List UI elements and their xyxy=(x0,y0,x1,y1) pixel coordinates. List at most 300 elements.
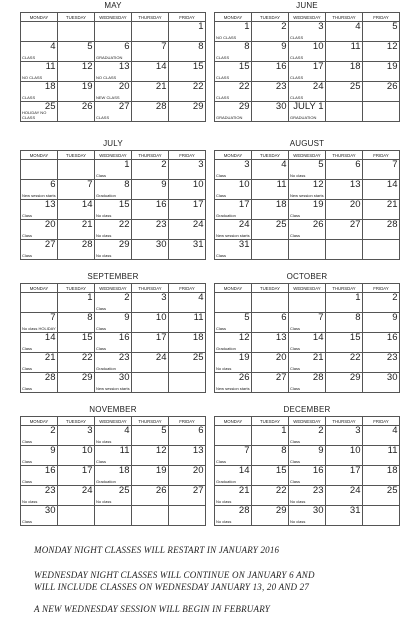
day-number: 8 xyxy=(124,179,130,190)
day-cell xyxy=(215,22,252,42)
day-cell xyxy=(169,160,206,180)
day-cell xyxy=(58,486,95,506)
day-cell xyxy=(21,82,58,102)
day-number: 16 xyxy=(44,465,56,476)
day-note: Class xyxy=(22,365,33,371)
day-cell xyxy=(215,506,252,526)
day-note: GRADUATION xyxy=(216,114,243,120)
month-table xyxy=(20,12,206,122)
weekday-header: THURSDAY xyxy=(132,284,169,293)
day-cell xyxy=(95,200,132,220)
weekday-header: FRIDAY xyxy=(169,284,206,293)
day-note: CLASS xyxy=(216,74,230,80)
day-number: 5 xyxy=(392,21,398,32)
day-number: 13 xyxy=(275,332,287,343)
week-row xyxy=(215,220,400,240)
month-table xyxy=(214,150,400,260)
day-cell xyxy=(58,200,95,220)
weekday-header: FRIDAY xyxy=(363,151,400,160)
day-number: 17 xyxy=(312,61,324,72)
week-row xyxy=(21,373,206,393)
day-cell xyxy=(95,240,132,260)
day-number: 31 xyxy=(349,505,361,516)
day-number: 24 xyxy=(81,485,93,496)
day-cell xyxy=(326,22,363,42)
day-cell xyxy=(169,200,206,220)
day-cell xyxy=(21,22,58,42)
day-cell xyxy=(132,353,169,373)
day-cell xyxy=(21,293,58,313)
day-cell xyxy=(289,180,326,200)
day-cell xyxy=(363,293,400,313)
day-cell xyxy=(169,426,206,446)
day-note: Class xyxy=(22,345,33,351)
day-note: No class xyxy=(96,252,112,258)
day-number: 14 xyxy=(155,61,167,72)
weekday-header: WEDNESDAY xyxy=(95,151,132,160)
day-note: Class xyxy=(290,458,301,464)
day-number: 30 xyxy=(118,372,130,383)
day-cell xyxy=(132,373,169,393)
day-cell xyxy=(58,42,95,62)
day-number: 23 xyxy=(44,485,56,496)
day-number: 13 xyxy=(118,61,130,72)
day-number: 29 xyxy=(238,101,250,112)
day-number: 5 xyxy=(244,312,250,323)
week-row xyxy=(215,82,400,102)
day-cell xyxy=(132,446,169,466)
day-note: Class xyxy=(290,345,301,351)
day-cell xyxy=(95,293,132,313)
day-note: No class xyxy=(216,498,232,504)
day-number: 11 xyxy=(387,445,398,456)
day-cell xyxy=(132,200,169,220)
month-calendar xyxy=(20,271,206,393)
day-number: 9 xyxy=(50,445,56,456)
day-cell xyxy=(252,42,289,62)
day-note: No class xyxy=(290,518,306,524)
week-row xyxy=(21,333,206,353)
day-cell xyxy=(252,446,289,466)
month-title: MAY xyxy=(104,1,122,10)
day-cell xyxy=(95,373,132,393)
day-cell xyxy=(363,22,400,42)
day-number: 19 xyxy=(238,352,250,363)
day-number: 29 xyxy=(81,372,93,383)
day-cell xyxy=(215,466,252,486)
day-cell xyxy=(289,506,326,526)
day-cell xyxy=(21,333,58,353)
day-note: CLASS xyxy=(22,94,36,100)
day-cell xyxy=(95,506,132,526)
day-cell xyxy=(252,200,289,220)
week-row xyxy=(215,180,400,200)
day-number: 15 xyxy=(118,199,130,210)
day-note: Class xyxy=(290,438,301,444)
day-cell xyxy=(326,373,363,393)
day-number: 18 xyxy=(275,199,287,210)
week-row xyxy=(21,506,206,526)
day-number: 10 xyxy=(81,445,93,456)
day-note: Class xyxy=(22,458,33,464)
day-number: 17 xyxy=(349,465,361,476)
day-cell xyxy=(289,486,326,506)
day-cell xyxy=(132,486,169,506)
day-number: 2 xyxy=(50,425,56,436)
footer-note-new-session: A NEW WEDNESDAY SESSION WILL BEGIN IN FEBRUARY xyxy=(34,604,270,614)
day-note: New session starts xyxy=(290,192,324,198)
day-number: 11 xyxy=(193,312,204,323)
month-table xyxy=(214,283,400,393)
week-row xyxy=(21,42,206,62)
day-number: 3 xyxy=(87,425,93,436)
day-cell xyxy=(326,466,363,486)
day-cell xyxy=(363,373,400,393)
weekday-header: FRIDAY xyxy=(169,417,206,426)
day-cell xyxy=(21,42,58,62)
day-number: 9 xyxy=(161,179,167,190)
day-number: 23 xyxy=(275,81,287,92)
day-number: 2 xyxy=(318,425,324,436)
day-number: 22 xyxy=(192,81,204,92)
day-number: 21 xyxy=(81,219,93,230)
day-cell xyxy=(215,180,252,200)
day-cell xyxy=(169,62,206,82)
day-number: 26 xyxy=(155,485,167,496)
month-table xyxy=(214,416,400,526)
day-number: 27 xyxy=(349,219,361,230)
day-note: Class xyxy=(22,212,33,218)
day-cell xyxy=(252,62,289,82)
day-cell xyxy=(363,82,400,102)
day-note: No class xyxy=(22,498,38,504)
day-cell xyxy=(215,62,252,82)
day-cell xyxy=(289,353,326,373)
day-number: 14 xyxy=(44,332,56,343)
day-number: 4 xyxy=(50,41,56,52)
day-number: 30 xyxy=(44,505,56,516)
day-cell xyxy=(21,160,58,180)
day-number: 19 xyxy=(81,81,93,92)
day-number: 24 xyxy=(192,219,204,230)
day-number: 3 xyxy=(198,159,204,170)
day-cell xyxy=(58,426,95,446)
day-number: 3 xyxy=(244,159,250,170)
footer-note-monday: MONDAY NIGHT CLASSES WILL RESTART IN JANUARY 2016 xyxy=(34,545,280,555)
day-number: 20 xyxy=(44,219,56,230)
day-number: 7 xyxy=(87,179,93,190)
day-number: 6 xyxy=(198,425,204,436)
day-number: 29 xyxy=(349,372,361,383)
day-number: 27 xyxy=(44,239,56,250)
day-note: Class xyxy=(290,385,301,391)
day-note: New session starts xyxy=(96,385,130,391)
day-number: 3 xyxy=(318,21,324,32)
day-number: 12 xyxy=(312,179,324,190)
day-cell xyxy=(326,426,363,446)
day-cell xyxy=(289,22,326,42)
day-cell xyxy=(326,506,363,526)
day-number: 10 xyxy=(349,445,361,456)
weekday-header: TUESDAY xyxy=(58,151,95,160)
day-number: 8 xyxy=(355,312,361,323)
weekday-header: FRIDAY xyxy=(363,417,400,426)
day-number: 18 xyxy=(386,465,398,476)
day-cell xyxy=(326,180,363,200)
day-number: 26 xyxy=(312,219,324,230)
day-cell xyxy=(326,200,363,220)
day-cell xyxy=(326,240,363,260)
month-table xyxy=(20,150,206,260)
day-number: 10 xyxy=(155,312,167,323)
day-cell xyxy=(58,466,95,486)
day-note: Class xyxy=(22,478,33,484)
weekday-header: TUESDAY xyxy=(58,284,95,293)
day-note: CLASS xyxy=(290,54,304,60)
day-cell xyxy=(95,160,132,180)
day-number: 9 xyxy=(392,312,398,323)
day-number: 30 xyxy=(275,101,287,112)
day-number: 6 xyxy=(50,179,56,190)
day-number: 11 xyxy=(276,179,287,190)
day-note: NO CLASS xyxy=(22,74,43,80)
day-number: 1 xyxy=(355,292,361,303)
day-number: 24 xyxy=(349,485,361,496)
month-table xyxy=(214,12,400,122)
day-number: 6 xyxy=(355,159,361,170)
day-number: 1 xyxy=(281,425,287,436)
week-row xyxy=(21,240,206,260)
day-number: 14 xyxy=(386,179,398,190)
day-number: 26 xyxy=(238,372,250,383)
day-cell xyxy=(95,486,132,506)
day-cell xyxy=(58,373,95,393)
day-cell xyxy=(289,293,326,313)
day-number: 13 xyxy=(192,445,204,456)
day-cell xyxy=(215,426,252,446)
weekday-header: TUESDAY xyxy=(58,417,95,426)
day-number: 22 xyxy=(238,81,250,92)
day-cell xyxy=(95,333,132,353)
day-cell xyxy=(215,82,252,102)
weekday-header: TUESDAY xyxy=(252,151,289,160)
day-number: 12 xyxy=(155,445,167,456)
day-cell xyxy=(58,180,95,200)
weekday-header: MONDAY xyxy=(21,417,58,426)
day-cell xyxy=(95,220,132,240)
day-cell xyxy=(252,102,289,122)
day-number: 21 xyxy=(312,352,324,363)
day-cell xyxy=(132,62,169,82)
week-row xyxy=(21,293,206,313)
day-number: 16 xyxy=(118,332,130,343)
day-number: 17 xyxy=(155,332,167,343)
day-cell xyxy=(169,373,206,393)
day-number: 4 xyxy=(355,21,361,32)
day-cell xyxy=(252,160,289,180)
day-note: Class xyxy=(96,305,107,311)
day-note: Graduation xyxy=(216,478,236,484)
day-cell xyxy=(363,466,400,486)
week-row xyxy=(215,313,400,333)
day-cell xyxy=(215,42,252,62)
day-number: 22 xyxy=(349,352,361,363)
day-number: 28 xyxy=(155,101,167,112)
day-cell xyxy=(95,313,132,333)
weekday-header: TUESDAY xyxy=(252,417,289,426)
day-number: 17 xyxy=(238,199,250,210)
weekday-header: THURSDAY xyxy=(326,284,363,293)
day-note: Class xyxy=(216,325,227,331)
day-cell xyxy=(21,353,58,373)
day-cell xyxy=(58,333,95,353)
day-cell xyxy=(132,160,169,180)
day-cell xyxy=(289,313,326,333)
day-cell xyxy=(58,82,95,102)
day-note: Class xyxy=(96,345,107,351)
day-note: Class xyxy=(96,458,107,464)
day-cell xyxy=(326,333,363,353)
weekday-header: THURSDAY xyxy=(326,151,363,160)
day-cell xyxy=(252,333,289,353)
day-number: 18 xyxy=(349,61,361,72)
day-number: 4 xyxy=(124,425,130,436)
day-cell xyxy=(363,220,400,240)
day-cell xyxy=(58,353,95,373)
day-number: 26 xyxy=(81,101,93,112)
day-cell xyxy=(169,446,206,466)
week-row xyxy=(215,240,400,260)
day-note: Class xyxy=(216,252,227,258)
day-cell xyxy=(289,333,326,353)
month-title: DECEMBER xyxy=(283,405,331,414)
day-number: 21 xyxy=(386,199,398,210)
day-cell xyxy=(58,22,95,42)
day-note: Class xyxy=(22,385,33,391)
day-cell xyxy=(289,426,326,446)
day-note: CLASS xyxy=(216,94,230,100)
day-cell xyxy=(169,313,206,333)
day-number: 16 xyxy=(275,61,287,72)
day-number: 23 xyxy=(386,352,398,363)
day-number: 22 xyxy=(275,485,287,496)
month-calendar xyxy=(214,138,400,260)
day-cell xyxy=(326,313,363,333)
day-number: 24 xyxy=(155,352,167,363)
day-cell xyxy=(363,333,400,353)
weekday-header: TUESDAY xyxy=(252,284,289,293)
day-note: CLASS xyxy=(290,94,304,100)
day-number: 10 xyxy=(312,41,324,52)
day-cell xyxy=(95,102,132,122)
day-number: 30 xyxy=(155,239,167,250)
week-row xyxy=(215,353,400,373)
day-number: 5 xyxy=(161,425,167,436)
day-number: 8 xyxy=(87,312,93,323)
day-cell xyxy=(132,293,169,313)
day-note: CLASS xyxy=(22,54,36,60)
day-number: 18 xyxy=(192,332,204,343)
day-number: 25 xyxy=(386,485,398,496)
day-number: 7 xyxy=(392,159,398,170)
day-note: CLASS xyxy=(96,114,110,120)
day-cell xyxy=(363,62,400,82)
day-cell xyxy=(132,180,169,200)
day-cell xyxy=(215,446,252,466)
day-cell xyxy=(21,466,58,486)
day-number: 19 xyxy=(312,199,324,210)
day-cell xyxy=(58,160,95,180)
week-row xyxy=(215,62,400,82)
month-calendar xyxy=(20,0,206,122)
day-cell xyxy=(252,22,289,42)
week-row xyxy=(21,353,206,373)
day-cell xyxy=(289,446,326,466)
weekday-header: WEDNESDAY xyxy=(95,417,132,426)
day-cell xyxy=(252,180,289,200)
day-note: New session starts xyxy=(216,232,250,238)
day-note: Graduation xyxy=(96,478,116,484)
month-calendar xyxy=(214,0,400,122)
day-note: Class xyxy=(216,192,227,198)
day-cell xyxy=(252,506,289,526)
day-note: Graduation xyxy=(216,212,236,218)
day-note: NO CLASS xyxy=(216,34,237,40)
week-row xyxy=(215,333,400,353)
day-cell xyxy=(58,240,95,260)
weekday-header: WEDNESDAY xyxy=(95,13,132,22)
day-cell xyxy=(21,180,58,200)
day-number: 22 xyxy=(118,219,130,230)
day-note: NO CLASS xyxy=(96,74,117,80)
day-number: 15 xyxy=(238,61,250,72)
day-number: 13 xyxy=(349,179,361,190)
day-cell xyxy=(21,102,58,122)
day-number: 30 xyxy=(312,505,324,516)
weekday-header: MONDAY xyxy=(21,151,58,160)
day-cell xyxy=(215,220,252,240)
day-note: No class xyxy=(290,172,306,178)
day-note: Class xyxy=(22,232,33,238)
day-note: No class xyxy=(216,518,232,524)
month-title: OCTOBER xyxy=(286,272,328,281)
day-note: Class xyxy=(290,232,301,238)
day-cell xyxy=(252,426,289,446)
day-cell xyxy=(215,333,252,353)
day-cell xyxy=(95,466,132,486)
day-cell xyxy=(169,180,206,200)
day-cell xyxy=(252,82,289,102)
day-number: 14 xyxy=(312,332,324,343)
day-cell xyxy=(169,293,206,313)
day-number: 25 xyxy=(192,352,204,363)
day-number: 2 xyxy=(161,159,167,170)
week-row xyxy=(215,160,400,180)
day-cell xyxy=(252,293,289,313)
day-number: 17 xyxy=(192,199,204,210)
weekday-header: TUESDAY xyxy=(252,13,289,22)
month-title: JUNE xyxy=(296,1,318,10)
day-number: 15 xyxy=(349,332,361,343)
week-row xyxy=(215,373,400,393)
day-number: 3 xyxy=(355,425,361,436)
day-number: 20 xyxy=(118,81,130,92)
day-number: 2 xyxy=(124,292,130,303)
day-number: 21 xyxy=(155,81,167,92)
day-note: Graduation xyxy=(96,365,116,371)
day-number: 23 xyxy=(118,352,130,363)
day-cell xyxy=(21,62,58,82)
